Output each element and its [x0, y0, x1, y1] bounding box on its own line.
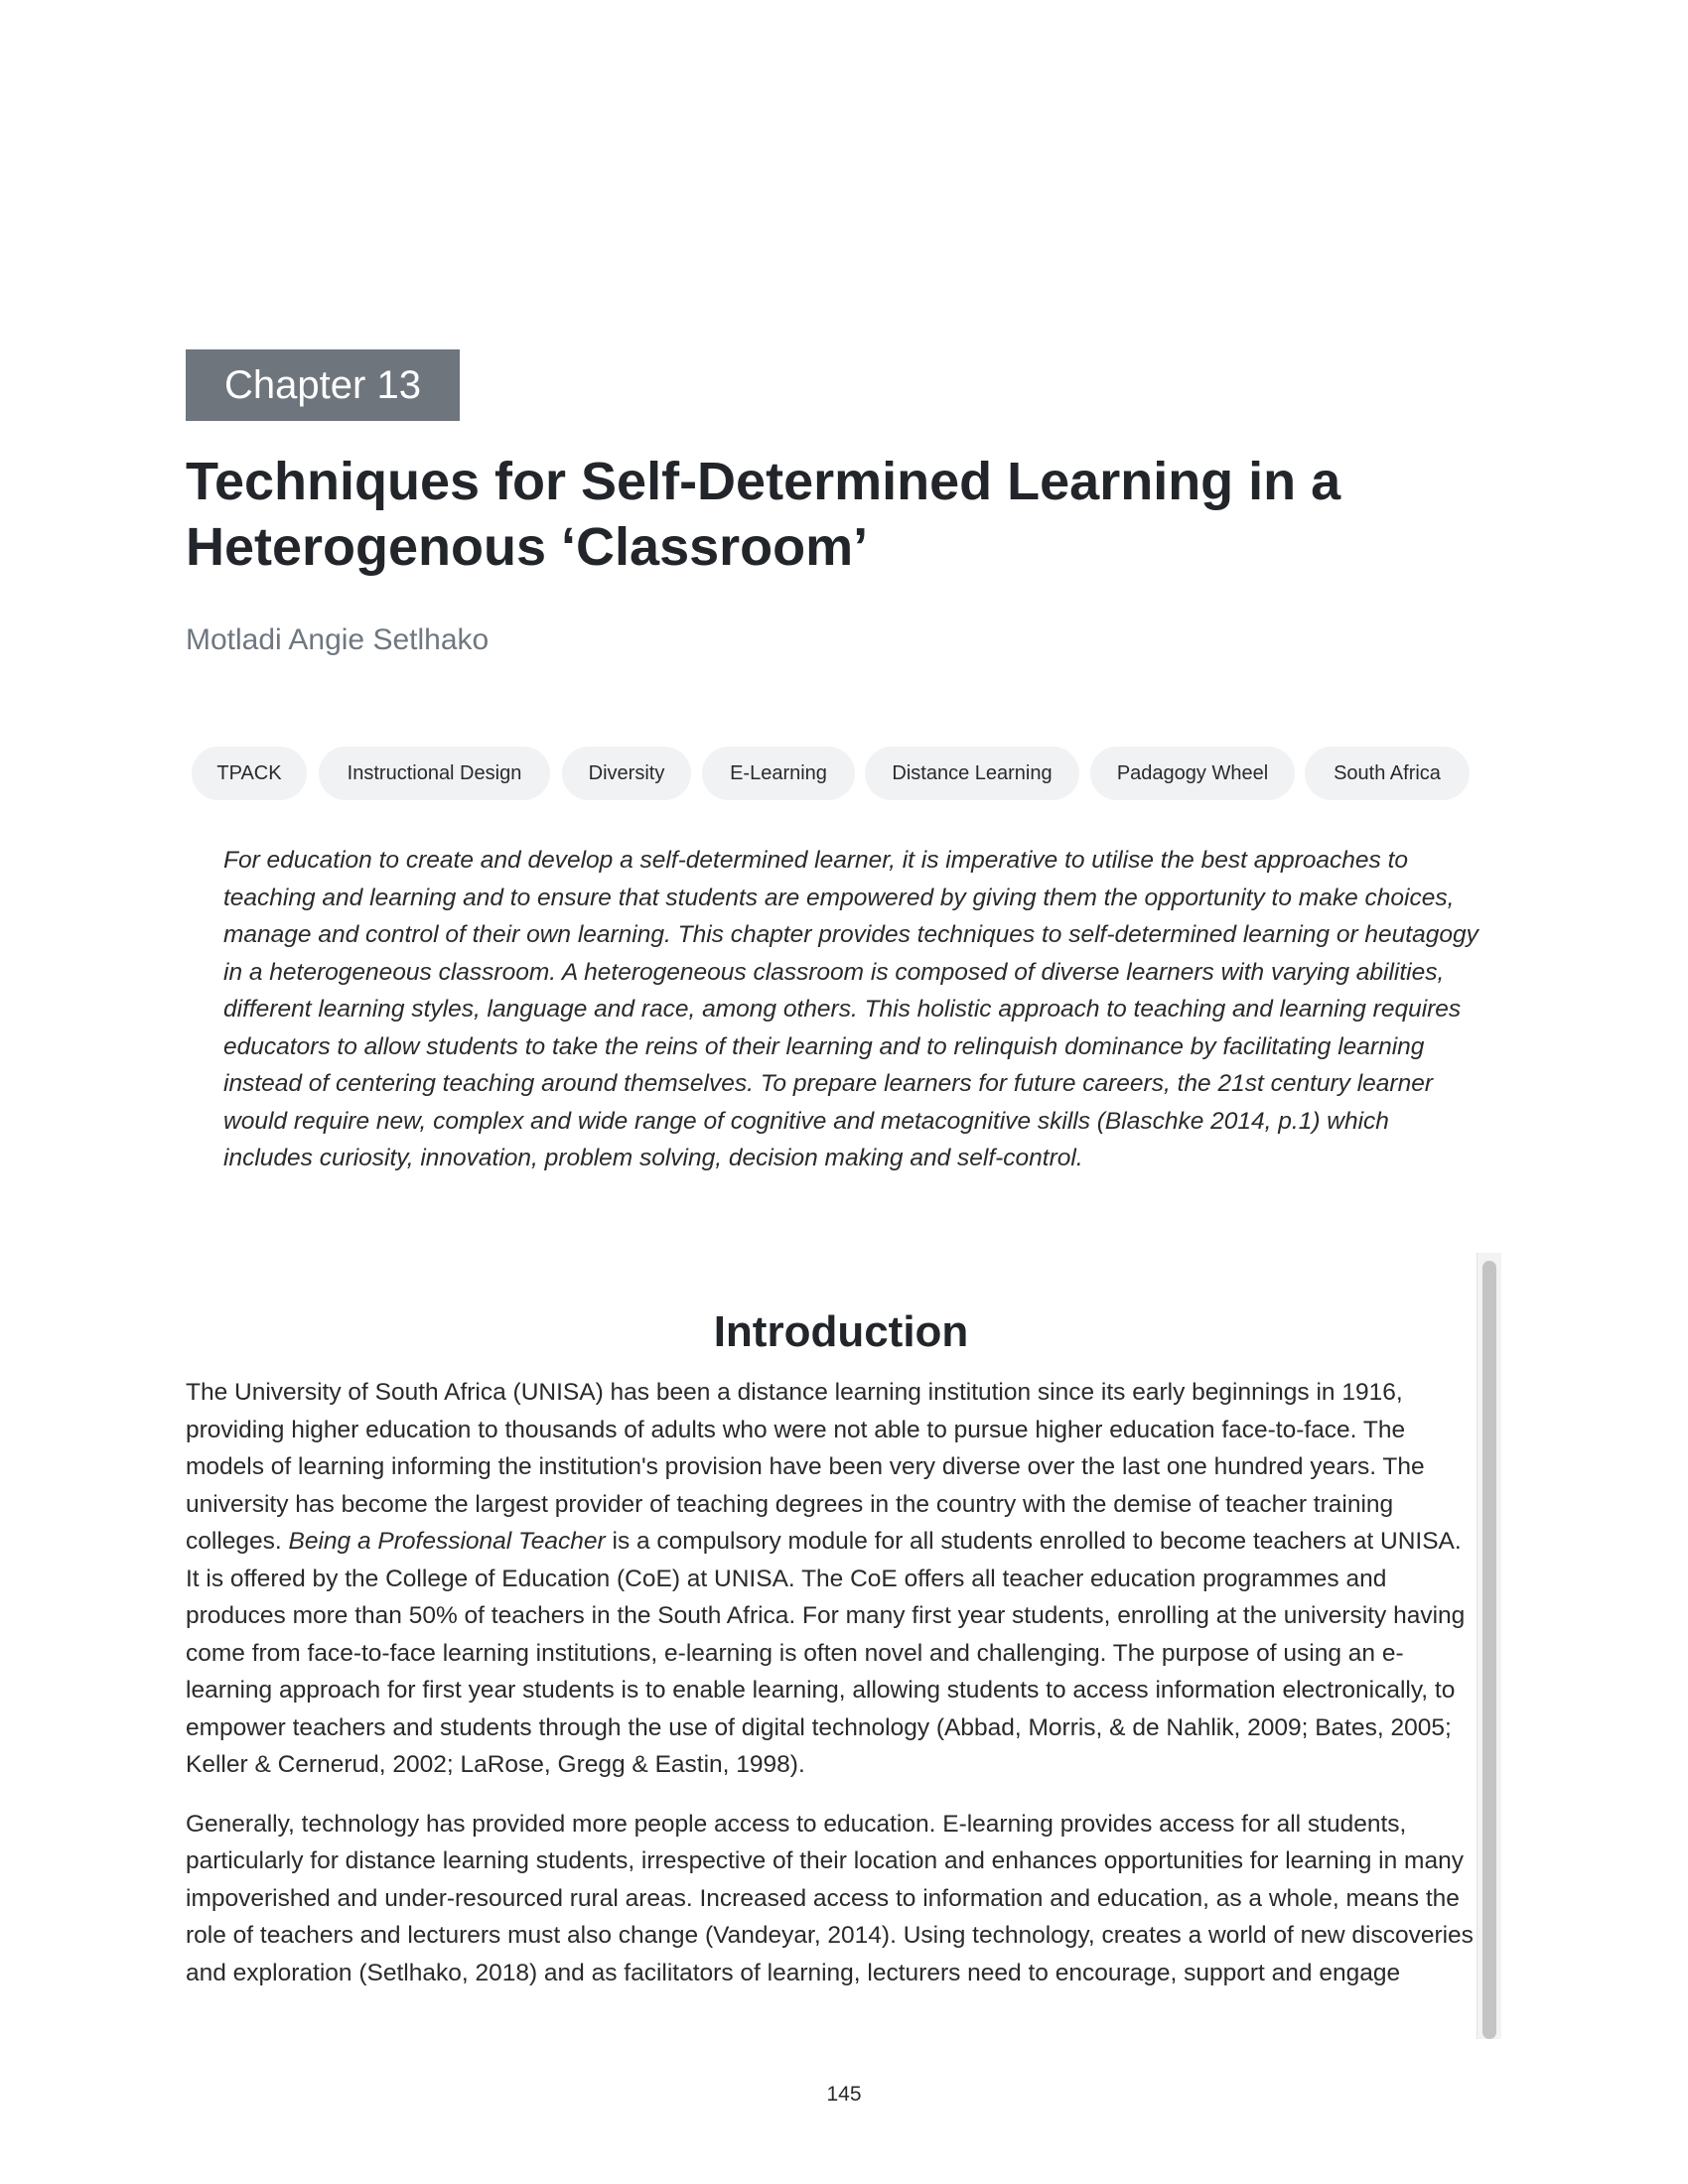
scrollbar-thumb[interactable] [1482, 1261, 1496, 2039]
paragraph-text: is a compulsory module for all students enrolled to become teachers at UNISA. [605, 1528, 1462, 1555]
tag-south-africa[interactable]: South Africa [1305, 747, 1470, 800]
section-heading-introduction: Introduction [713, 1307, 969, 1356]
paragraph-line: It is offered by the College of Education (CoE) at UNISA. The CoE offers all teacher education programmes and [186, 1565, 1387, 1592]
chapter-title [186, 449, 1477, 580]
chapter-title-line-2: Heterogenous ‘Classroom’ [186, 517, 869, 577]
paragraph-line: Generally, technology has provided more people access to education. E-learning provides access for all students, [186, 1810, 1407, 1838]
page-number: 145 [826, 2083, 862, 2106]
tag-distance-learning[interactable]: Distance Learning [865, 747, 1079, 800]
tag-padagogy-wheel[interactable]: Padagogy Wheel [1090, 747, 1295, 800]
tag-e-learning[interactable]: E-Learning [702, 747, 855, 800]
introduction-paragraph-1 [186, 1374, 1477, 1784]
introduction-paragraph-2 [186, 1806, 1477, 1992]
paragraph-line: produces more than 50% of teachers in the South Africa. For many first year students, enrolling at the university having [186, 1602, 1466, 1629]
vertical-scrollbar[interactable] [1477, 1253, 1501, 2039]
chapter-title-line-1: Techniques for Self-Determined Learning in a [186, 452, 1341, 511]
paragraph-line: learning approach for first year students is to enable learning, allowing students to access information electronically, to [186, 1677, 1456, 1704]
tag-diversity[interactable]: Diversity [562, 747, 691, 800]
scrollable-content-panel[interactable] [186, 1253, 1477, 2039]
chapter-badge: Chapter 13 [186, 349, 460, 421]
paragraph-line: university has become the largest provider of teaching degrees in the country with the demise of teacher training [186, 1490, 1394, 1518]
paragraph-line: and exploration (Setlhako, 2018) and as facilitators of learning, lecturers need to encourage, support and engage [186, 1959, 1401, 1986]
paragraph-line: models of learning informing the institution's provision have been very diverse over the last one hundred years. The [186, 1453, 1425, 1480]
paragraph-text: colleges. [186, 1528, 289, 1555]
author-name: Motladi Angie Setlhako [186, 623, 490, 656]
tag-instructional-design[interactable]: Instructional Design [319, 747, 550, 800]
module-title-italic: Being a Professional Teacher [288, 1528, 606, 1555]
paragraph-line: empower teachers and students through the use of digital technology (Abbad, Morris, & de Nahlik, 2009; Bates, 2005; [186, 1713, 1452, 1741]
paragraph-line: particularly for distance learning students, irrespective of their location and enhances opportunities for learning in many [186, 1847, 1464, 1874]
paragraph-line: Keller & Cernerud, 2002; LaRose, Gregg & Eastin, 1998). [186, 1751, 805, 1778]
paragraph-line: The University of South Africa (UNISA) has been a distance learning institution since its early beginnings in 1916, [186, 1379, 1403, 1406]
content-inner [186, 1302, 1477, 1991]
paragraph-line [186, 1523, 1477, 1561]
chapter-abstract: For education to create and develop a self-determined learner, it is imperative to utilise the best approaches to teaching and learning and to ensure that students are empowered by giving them the opportunity to make choices, manage and control of their own learning. This chapter provides techniques to self-determined learning or heutagogy in a heterogeneous classroom. A heterogeneous classroom is composed of diverse learners with varying abilities, different learning styles, language and race, among others. This holistic approach to teaching and learning requires educators to allow students to take the reins of their learning and to relinquish dominance by facilitating learning instead of centering teaching around themselves. To prepare learners for future careers, the 21st century learner would require new, complex and wide range of cognitive and metacognitive skills (Blaschke 2014, p.1) which includes curiosity, innovation, problem solving, decision making and self-control. [223, 847, 1478, 1171]
tag-tpack[interactable]: TPACK [192, 747, 307, 800]
paragraph-line: providing higher education to thousands of adults who were not able to pursue higher education face-to-face. The [186, 1416, 1406, 1443]
paragraph-line: impoverished and under-resourced rural areas. Increased access to information and education, as a whole, means the [186, 1884, 1460, 1912]
paragraph-line: role of teachers and lecturers must also change (Vandeyar, 2014). Using technology, creates a world of new discoveries [186, 1922, 1474, 1949]
paragraph-line: come from face-to-face learning institutions, e-learning is often novel and challenging. The purpose of using an e- [186, 1639, 1404, 1667]
